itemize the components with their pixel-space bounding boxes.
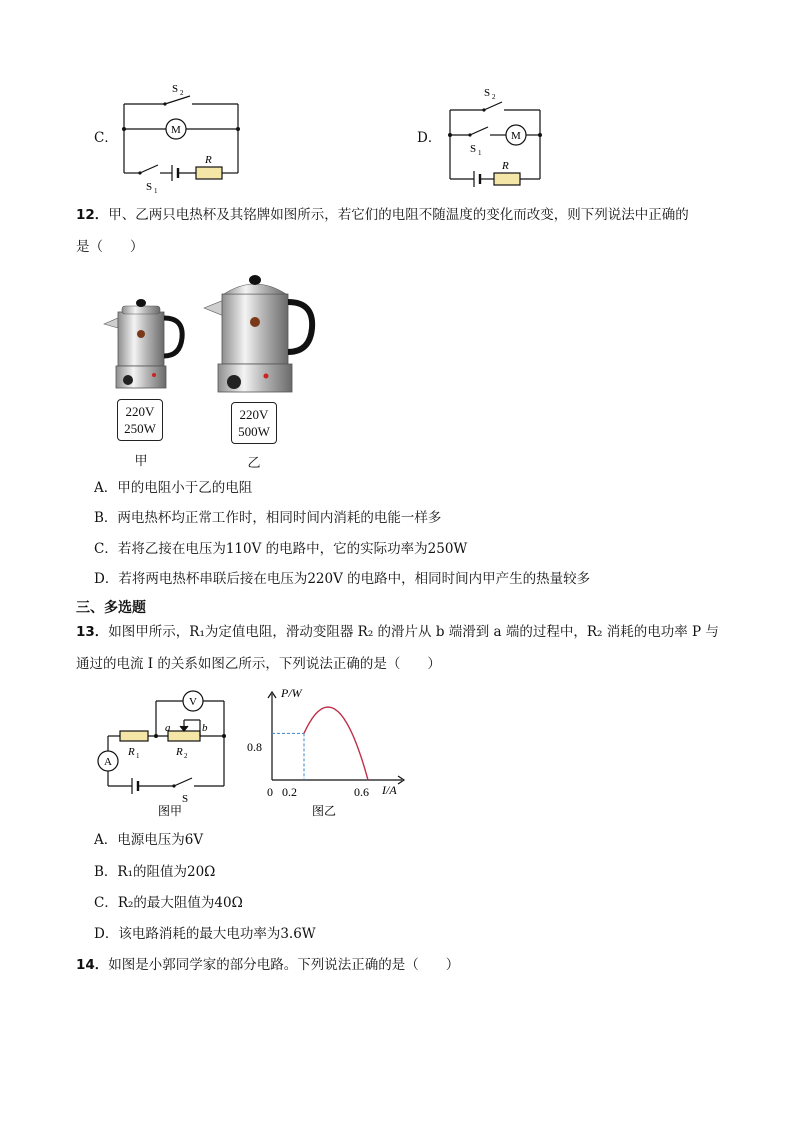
nameplate-jia-power: 250W [124,421,156,436]
q11d-s2-label: S [484,87,491,99]
nameplate-jia [117,399,163,441]
graph-origin-label: 0 [267,785,273,799]
r1-label: R [128,746,135,758]
q13-stem-line1: 13．如图甲所示，R₁为定值电阻，滑动变阻器 R₂ 的滑片从 b 端滑到 a 端的过程中，R₂ 消耗的电功率 P 与 [76,624,719,640]
terminal-b-label: b [202,722,208,734]
caption-yi: 乙 [247,456,261,471]
svg-text:1: 1 [154,187,158,194]
q13-option-d: D．该电路消耗的最大电功率为3.6W [94,926,316,942]
q11-option-d-label: D． [417,130,442,146]
nameplate-jia-voltage: 220V [125,404,155,419]
q11c-r-label: R [205,154,212,166]
svg-text:2: 2 [180,89,184,97]
q13-power-current-graph [244,686,414,818]
q12-option-a: A．甲的电阻小于乙的电阻 [94,480,253,496]
graph-ylabel: P/W [281,686,302,700]
svg-text:1: 1 [136,752,140,760]
q11-option-d-circuit [436,82,556,194]
q11-option-c-circuit [110,82,250,194]
kettle-yi-icon [204,275,312,392]
q12-option-b: B．两电热杯均正常工作时，相同时间内消耗的电能一样多 [94,510,442,526]
q11d-s1-label: S [470,143,477,155]
caption-jia: 甲 [134,454,148,469]
q12-stem-line2: 是（ ） [76,239,144,255]
q11c-s2-label: S [172,83,179,95]
kettle-jia-icon [104,299,182,388]
section-title-multi-choice: 三、多选题 [76,600,146,616]
r2-label: R [176,746,183,758]
voltmeter-label: V [189,696,197,708]
q12-option-d: D．若将两电热杯串联后接在电压为220V 的电路中，相同时间内甲产生的热量较多 [94,571,591,587]
q13-option-a: A．电源电压为6V [94,832,204,848]
svg-text:1: 1 [478,149,482,157]
graph-xlabel: I/A [382,783,397,797]
graph-caption: 图乙 [312,804,337,818]
q14-stem: 14．如图是小郭同学家的部分电路。下列说法正确的是（ ） [76,957,460,973]
q12-option-c: C．若将乙接在电压为110V 的电路中，它的实际功率为250W [94,541,468,557]
q11c-motor-label: M [171,124,181,136]
graph-x-tick-0: 0.2 [282,785,297,799]
graph-y-tick-0: 0.8 [247,740,262,754]
ammeter-label: A [104,756,112,768]
q13-circuit-diagram [94,686,234,818]
circuit-caption: 图甲 [158,804,183,818]
q11c-s1-label: S [146,181,153,193]
q13-stem-line2: 通过的电流 I 的关系如图乙所示，下列说法正确的是（ ） [76,656,441,672]
q13-option-c: C．R₂的最大阻值为40Ω [94,895,243,911]
q11d-r-label: R [502,160,509,172]
q13-option-b: B．R₁的阻值为20Ω [94,864,216,880]
power-current-curve [304,707,368,780]
q12-stem-line1: 12．甲、乙两只电热杯及其铭牌如图所示，若它们的电阻不随温度的变化而改变，则下列说法中正确的 [76,207,689,223]
svg-text:2: 2 [184,752,188,760]
terminal-a-label: a [165,722,171,734]
graph-x-tick-1: 0.6 [354,785,369,799]
nameplate-yi-voltage: 220V [239,407,269,422]
svg-text:2: 2 [492,93,496,101]
nameplate-yi [231,402,277,444]
q11d-motor-label: M [511,130,521,142]
switch-label: S [182,793,189,805]
q12-kettles-illustration [100,272,320,402]
nameplate-yi-power: 500W [238,424,270,439]
q11-option-c-label: C． [94,130,118,146]
